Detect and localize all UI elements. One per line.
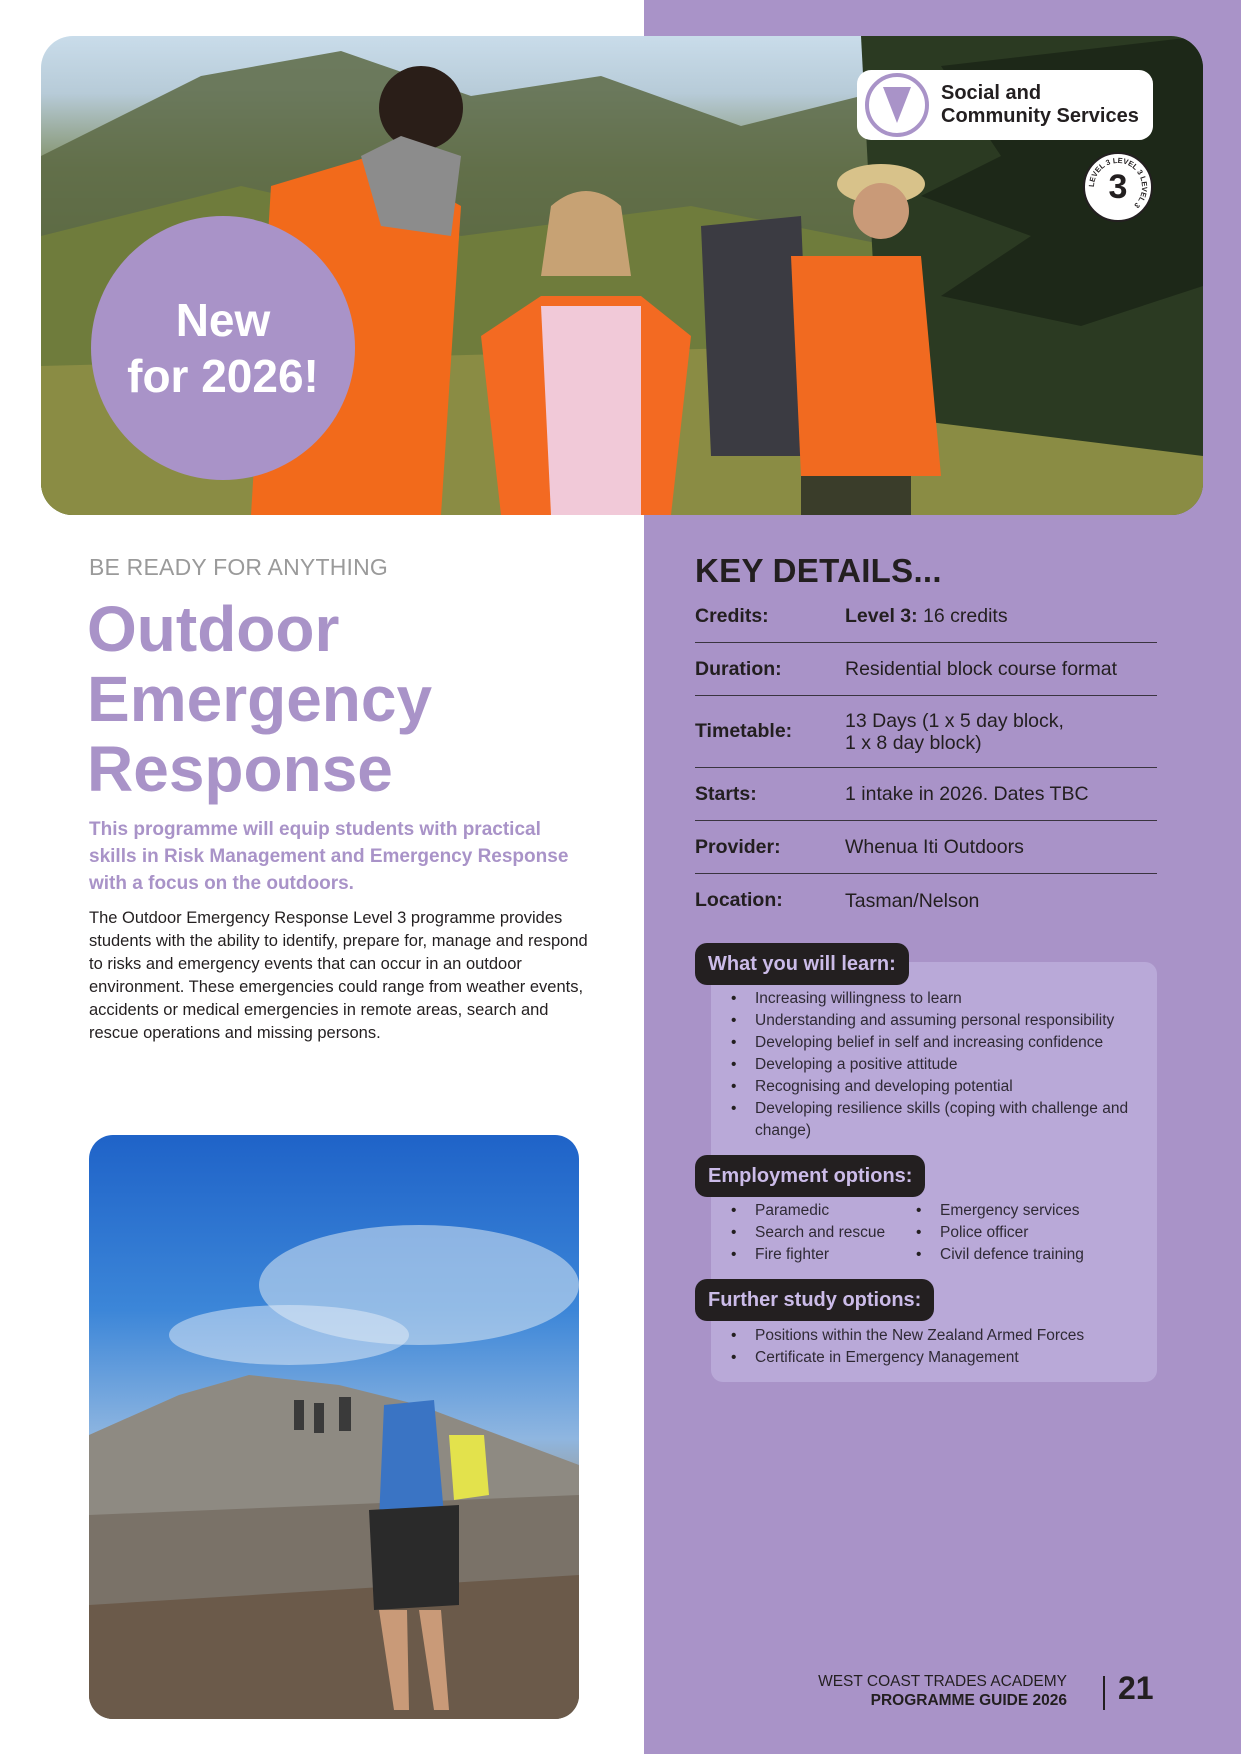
body-paragraph: The Outdoor Emergency Response Level 3 programme provides students with the ability to identify, prepare for, manage and respond to risks and emergency events that can occur in an outdoor environment. These emergencies could range from weather events, accidents or medical emergencies in remote areas, search and rescue operations and missing persons. <box>89 909 588 1042</box>
list-item: • Police officer <box>916 1222 1131 1244</box>
starts-label: Starts: <box>695 782 757 805</box>
footer-publication <box>818 1672 1067 1710</box>
credits-amount: 16 credits <box>917 605 1008 627</box>
lead-paragraph: This programme will equip students with practical skills in Risk Management and Emergency Response with a focus on the outdoors. <box>89 819 569 894</box>
level-seal-ring-text: LEVEL 3 LEVEL 3 LEVEL 3 <box>1086 155 1150 210</box>
sector-label-chip <box>857 70 1153 140</box>
sector-logo-icon <box>865 73 929 137</box>
starts-value: 1 intake in 2026. Dates TBC <box>845 783 1089 805</box>
provider-label: Provider: <box>695 835 781 858</box>
timetable-value-line-1: 13 Days (1 x 5 day block, <box>845 709 1064 732</box>
sector-label-line-1: Social and <box>941 82 1042 104</box>
list-item: • Developing belief in self and increasing confidence <box>731 1032 1151 1054</box>
list-item: • Understanding and assuming personal responsibility <box>731 1010 1151 1032</box>
footer-divider <box>1103 1676 1105 1710</box>
hikers-mountain-photo <box>89 1135 579 1719</box>
hikers-photo-illustration <box>89 1135 579 1719</box>
learn-list <box>731 988 1151 1142</box>
location-label: Location: <box>695 889 783 911</box>
list-item: • Positions within the New Zealand Armed Forces <box>731 1325 1151 1347</box>
list-item: • Developing resilience skills (coping with challenge and change) <box>731 1098 1151 1142</box>
list-item: • Fire fighter <box>731 1244 916 1266</box>
list-item: • Recognising and developing potential <box>731 1076 1151 1098</box>
page-number: 21 <box>1118 1670 1154 1706</box>
key-details-table <box>695 590 1157 927</box>
title-line-2: Emergency <box>87 663 433 735</box>
duration-value: Residential block course format <box>845 658 1118 680</box>
level-3-seal <box>1083 152 1153 222</box>
title-line-3: Response <box>87 733 393 805</box>
timetable-value <box>845 710 1157 754</box>
level-number: 3 <box>1108 167 1128 206</box>
list-item: • Increasing willingness to learn <box>731 988 1151 1010</box>
new-for-2026-badge <box>91 216 355 480</box>
credits-level: Level 3: <box>845 605 918 627</box>
credits-value <box>845 605 1157 627</box>
kicker-text: BE READY FOR ANYTHING <box>89 554 388 580</box>
further-study-list <box>731 1325 1151 1369</box>
duration-label: Duration: <box>695 657 782 680</box>
what-you-will-learn-heading: What you will learn: <box>695 943 909 985</box>
title-line-1: Outdoor <box>87 593 340 665</box>
key-details-row-location <box>695 874 1157 927</box>
employment-options-heading: Employment options: <box>695 1155 925 1197</box>
key-details-row-credits <box>695 590 1157 643</box>
credits-label: Credits: <box>695 604 769 627</box>
programme-title <box>87 594 432 804</box>
key-details-row-starts <box>695 768 1157 821</box>
further-study-options-heading: Further study options: <box>695 1279 934 1321</box>
location-value: Tasman/Nelson <box>845 889 980 912</box>
sector-label-line-2: Community Services <box>941 105 1139 127</box>
list-item: • Certificate in Emergency Management <box>731 1347 1151 1369</box>
key-details-row-duration <box>695 643 1157 696</box>
employment-list <box>731 1200 1131 1266</box>
list-item: • Emergency services <box>916 1200 1131 1222</box>
badge-line-1: New <box>175 294 271 346</box>
key-details-heading: KEY DETAILS... <box>695 552 942 589</box>
badge-line-2: for 2026! <box>127 350 319 402</box>
key-details-row-timetable <box>695 696 1157 768</box>
list-item: • Paramedic <box>731 1200 916 1222</box>
footer-line-2: PROGRAMME GUIDE 2026 <box>870 1692 1067 1709</box>
timetable-label: Timetable: <box>695 720 793 742</box>
key-details-row-provider <box>695 821 1157 874</box>
timetable-value-line-2: 1 x 8 day block) <box>845 731 982 754</box>
provider-value: Whenua Iti Outdoors <box>845 836 1024 858</box>
list-item: • Civil defence training <box>916 1244 1131 1266</box>
footer-line-1: WEST COAST TRADES ACADEMY <box>818 1673 1067 1690</box>
list-item: • Developing a positive attitude <box>731 1054 1151 1076</box>
list-item: • Search and rescue <box>731 1222 916 1244</box>
